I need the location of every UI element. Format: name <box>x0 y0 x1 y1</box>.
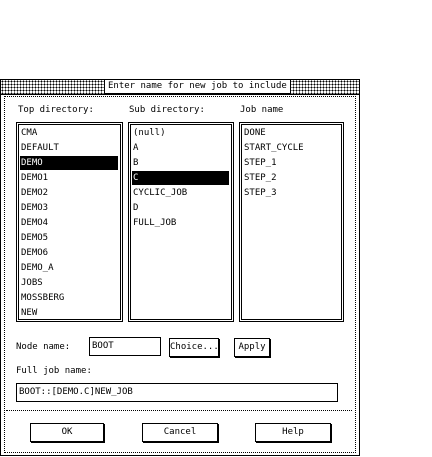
top-directory-item[interactable]: DEMO1 <box>21 173 49 183</box>
choice-button[interactable]: Choice... <box>169 338 219 357</box>
ok-button[interactable]: OK <box>30 423 104 442</box>
sub-directory-item[interactable]: FULL_JOB <box>133 218 177 228</box>
top-directory-item[interactable]: MOSSBERG <box>21 293 65 303</box>
sub-directory-item[interactable]: C <box>132 171 229 185</box>
job-name-item[interactable]: STEP_1 <box>244 158 277 168</box>
top-directory-item[interactable]: DEMO_A <box>21 263 54 273</box>
job-name-item[interactable]: DONE <box>244 128 266 138</box>
job-name-item[interactable]: STEP_2 <box>244 173 277 183</box>
sub-directory-item[interactable]: A <box>133 143 139 153</box>
top-directory-item[interactable]: DEMO4 <box>21 218 49 228</box>
apply-button[interactable]: Apply <box>234 338 270 357</box>
top-directory-item[interactable]: DEFAULT <box>21 143 59 153</box>
sub-directory-item[interactable]: B <box>133 158 139 168</box>
full-job-name-input[interactable]: BOOT::[DEMO.C]NEW_JOB <box>16 383 338 402</box>
sub-directory-list[interactable] <box>128 122 234 322</box>
help-button[interactable]: Help <box>255 423 331 442</box>
job-name-item[interactable]: STEP_3 <box>244 188 277 198</box>
top-directory-item[interactable]: DEMO5 <box>21 233 49 243</box>
dialog-title: Enter name for new job to include <box>104 80 291 94</box>
cancel-button[interactable]: Cancel <box>142 423 218 442</box>
top-directory-item[interactable]: CMA <box>21 128 38 138</box>
sub-directory-item[interactable]: CYCLIC_JOB <box>133 188 188 198</box>
sub-directory-label: Sub directory: <box>129 105 205 115</box>
job-name-item[interactable]: START_CYCLE <box>244 143 304 153</box>
top-directory-item[interactable]: DEMO <box>20 156 118 170</box>
job-name-label: Job name <box>240 105 284 115</box>
top-directory-item[interactable]: DEMO2 <box>21 188 49 198</box>
job-name-list[interactable] <box>239 122 344 322</box>
include-job-dialog <box>0 79 360 456</box>
full-job-name-label: Full job name: <box>16 366 92 376</box>
separator <box>6 410 352 411</box>
sub-directory-item[interactable]: D <box>133 203 139 213</box>
top-directory-item[interactable]: DEMO6 <box>21 248 49 258</box>
title-bar[interactable] <box>1 80 359 95</box>
sub-directory-item[interactable]: (null) <box>133 128 166 138</box>
top-directory-item[interactable]: NEW <box>21 308 38 318</box>
top-directory-item[interactable]: JOBS <box>21 278 43 288</box>
node-name-label: Node name: <box>16 342 71 352</box>
top-directory-item[interactable]: DEMO3 <box>21 203 49 213</box>
top-directory-list[interactable] <box>16 122 123 322</box>
node-name-input[interactable]: BOOT <box>89 337 161 356</box>
top-directory-label: Top directory: <box>18 105 94 115</box>
